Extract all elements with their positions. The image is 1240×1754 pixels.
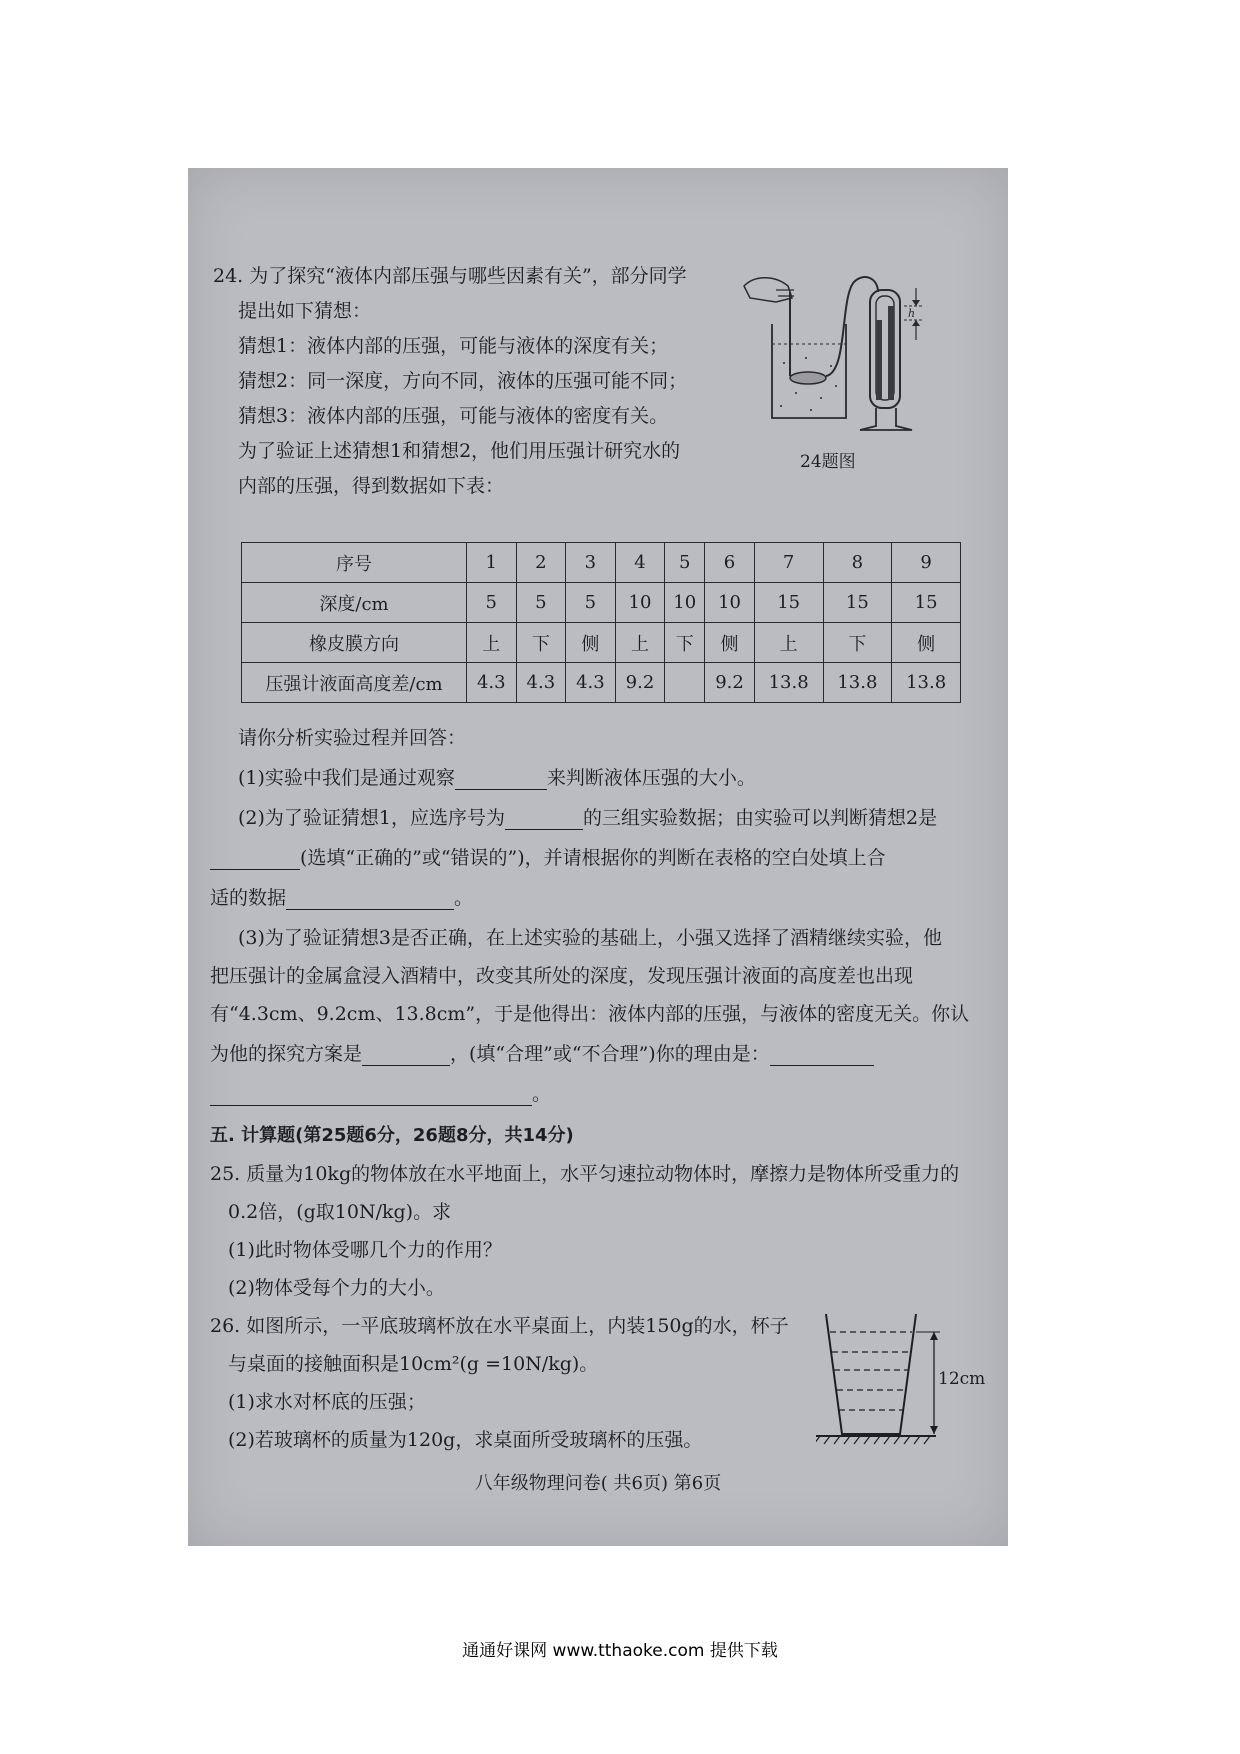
table-cell: 10 bbox=[615, 583, 665, 623]
answer-blank[interactable] bbox=[770, 1047, 874, 1066]
table-cell: 10 bbox=[665, 583, 705, 623]
table-cell: 15 bbox=[892, 583, 961, 623]
answer-blank[interactable] bbox=[362, 1047, 450, 1066]
q24-intro-line2: 提出如下猜想： bbox=[238, 300, 372, 322]
q24-data-table bbox=[241, 542, 961, 703]
q24-part2-text-a: (2)为了验证猜想1，应选序号为 bbox=[238, 807, 506, 829]
q24-part2-line1 bbox=[238, 806, 937, 830]
q24-part3-text-e: ，(填“合理”或“不合理”)你的理由是： bbox=[450, 1043, 770, 1065]
table-cell: 7 bbox=[754, 543, 823, 583]
table-cell: 15 bbox=[823, 583, 892, 623]
table-row-serial bbox=[242, 543, 961, 583]
q26-line1: 26. 如图所示，一平底玻璃杯放在水平桌面上，内装150g的水，杯子 bbox=[210, 1315, 789, 1337]
cup-height-label: 12cm bbox=[938, 1369, 986, 1389]
table-row-header: 压强计液面高度差/cm bbox=[242, 663, 467, 703]
table-cell: 上 bbox=[615, 623, 665, 663]
section-5-heading: 五. 计算题(第25题6分，26题8分，共14分) bbox=[210, 1125, 574, 1146]
q24-guess1: 猜想1：液体内部的压强，可能与液体的深度有关； bbox=[238, 335, 669, 357]
table-cell: 13.8 bbox=[754, 663, 823, 703]
q25-sub2: (2)物体受每个力的大小。 bbox=[228, 1277, 445, 1299]
glass-cup-figure bbox=[816, 1308, 994, 1448]
q24-part2-text-b: 的三组实验数据；由实验可以判断猜想2是 bbox=[583, 807, 938, 829]
q26-sub1: (1)求水对杯底的压强； bbox=[228, 1391, 426, 1413]
answer-blank[interactable] bbox=[210, 851, 300, 870]
table-cell: 3 bbox=[566, 543, 616, 583]
table-cell: 侧 bbox=[705, 623, 755, 663]
table-cell: 5 bbox=[467, 583, 517, 623]
answer-blank[interactable] bbox=[286, 891, 454, 910]
table-cell: 上 bbox=[467, 623, 517, 663]
q26-line2: 与桌面的接触面积是10cm²(g =10N/kg)。 bbox=[228, 1353, 599, 1375]
table-cell: 4.3 bbox=[516, 663, 566, 703]
table-row-header: 深度/cm bbox=[242, 583, 467, 623]
table-row-header: 序号 bbox=[242, 543, 467, 583]
q24-part1 bbox=[238, 766, 756, 790]
q24-part2-line2 bbox=[210, 846, 886, 870]
q25-sub1: (1)此时物体受哪几个力的作用？ bbox=[228, 1239, 502, 1261]
q24-verify-line1: 为了验证上述猜想1和猜想2，他们用压强计研究水的 bbox=[238, 440, 681, 462]
q24-part3-line3: 有“4.3cm、9.2cm、13.8cm”，于是他得出：液体内部的压强，与液体的密度无关。你认 bbox=[210, 1003, 970, 1025]
table-cell: 2 bbox=[516, 543, 566, 583]
table-cell: 9.2 bbox=[615, 663, 665, 703]
q24-part2-text-e: 。 bbox=[454, 887, 474, 909]
q24-guess2: 猜想2：同一深度，方向不同，液体的压强可能不同； bbox=[238, 370, 688, 392]
download-source-note: 通通好课网 www.tthaoke.com 提供下载 bbox=[462, 1641, 778, 1661]
table-cell: 4.3 bbox=[566, 663, 616, 703]
q24-part2-text-c: (选填“正确的”或“错误的”)，并请根据你的判断在表格的空白处填上合 bbox=[300, 847, 886, 869]
q24-part1-text-a: (1)实验中我们是通过观察 bbox=[238, 767, 455, 789]
q24-part1-text-b: 来判断液体压强的大小。 bbox=[546, 767, 756, 789]
table-cell: 9 bbox=[892, 543, 961, 583]
q24-part3-line2: 把压强计的金属盒浸入酒精中，改变其所处的深度，发现压强计液面的高度差也出现 bbox=[210, 965, 914, 987]
answer-blank[interactable] bbox=[455, 771, 547, 790]
table-cell: 13.8 bbox=[892, 663, 961, 703]
answer-blank[interactable] bbox=[210, 1087, 532, 1106]
q24-part3-line5 bbox=[210, 1082, 551, 1106]
q24-intro-line1: 24. 为了探究“液体内部压强与哪些因素有关”，部分同学 bbox=[213, 265, 687, 287]
table-cell: 8 bbox=[823, 543, 892, 583]
exam-page-photo bbox=[188, 168, 1008, 1546]
table-cell: 13.8 bbox=[823, 663, 892, 703]
q24-verify-line2: 内部的压强，得到数据如下表： bbox=[238, 475, 505, 497]
pressure-gauge-figure bbox=[736, 268, 926, 438]
table-cell: 上 bbox=[754, 623, 823, 663]
exam-page-footer: 八年级物理问卷( 共6页) 第6页 bbox=[474, 1473, 722, 1494]
table-row-height-diff bbox=[242, 663, 961, 703]
q24-guess3: 猜想3：液体内部的压强，可能与液体的密度有关。 bbox=[238, 405, 669, 427]
table-cell: 10 bbox=[705, 583, 755, 623]
table-row-depth bbox=[242, 583, 961, 623]
table-cell: 下 bbox=[516, 623, 566, 663]
q24-part3-text-d: 为他的探究方案是 bbox=[210, 1043, 363, 1065]
table-cell: 6 bbox=[705, 543, 755, 583]
table-cell: 9.2 bbox=[705, 663, 755, 703]
q24-part3-line1: (3)为了验证猜想3是否正确，在上述实验的基础上，小强又选择了酒精继续实验，他 bbox=[238, 927, 943, 949]
q24-part3-text-f: 。 bbox=[532, 1083, 552, 1105]
answer-blank[interactable] bbox=[505, 811, 583, 830]
table-cell: 下 bbox=[665, 623, 705, 663]
q24-figure-caption: 24题图 bbox=[800, 452, 856, 472]
table-cell: 4.3 bbox=[467, 663, 517, 703]
table-cell: 4 bbox=[615, 543, 665, 583]
table-cell: 5 bbox=[516, 583, 566, 623]
table-cell[interactable] bbox=[665, 663, 705, 703]
table-row-direction bbox=[242, 623, 961, 663]
q24-part2-line3 bbox=[210, 886, 473, 910]
q25-line1: 25. 质量为10kg的物体放在水平地面上，水平匀速拉动物体时，摩擦力是物体所受重力的 bbox=[210, 1163, 960, 1185]
q24-prompt: 请你分析实验过程并回答： bbox=[238, 727, 467, 749]
q26-sub2: (2)若玻璃杯的质量为120g，求桌面所受玻璃杯的压强。 bbox=[228, 1429, 703, 1451]
q25-line2: 0.2倍，(g取10N/kg)。求 bbox=[228, 1201, 452, 1223]
table-cell: 15 bbox=[754, 583, 823, 623]
table-cell: 1 bbox=[467, 543, 517, 583]
figure-h-label: h bbox=[908, 307, 916, 320]
q24-part2-text-d: 适的数据 bbox=[210, 887, 287, 909]
table-cell: 5 bbox=[665, 543, 705, 583]
table-row-header: 橡皮膜方向 bbox=[242, 623, 467, 663]
q24-part3-line4 bbox=[210, 1042, 874, 1066]
table-cell: 侧 bbox=[566, 623, 616, 663]
table-cell: 下 bbox=[823, 623, 892, 663]
table-cell: 5 bbox=[566, 583, 616, 623]
table-cell: 侧 bbox=[892, 623, 961, 663]
